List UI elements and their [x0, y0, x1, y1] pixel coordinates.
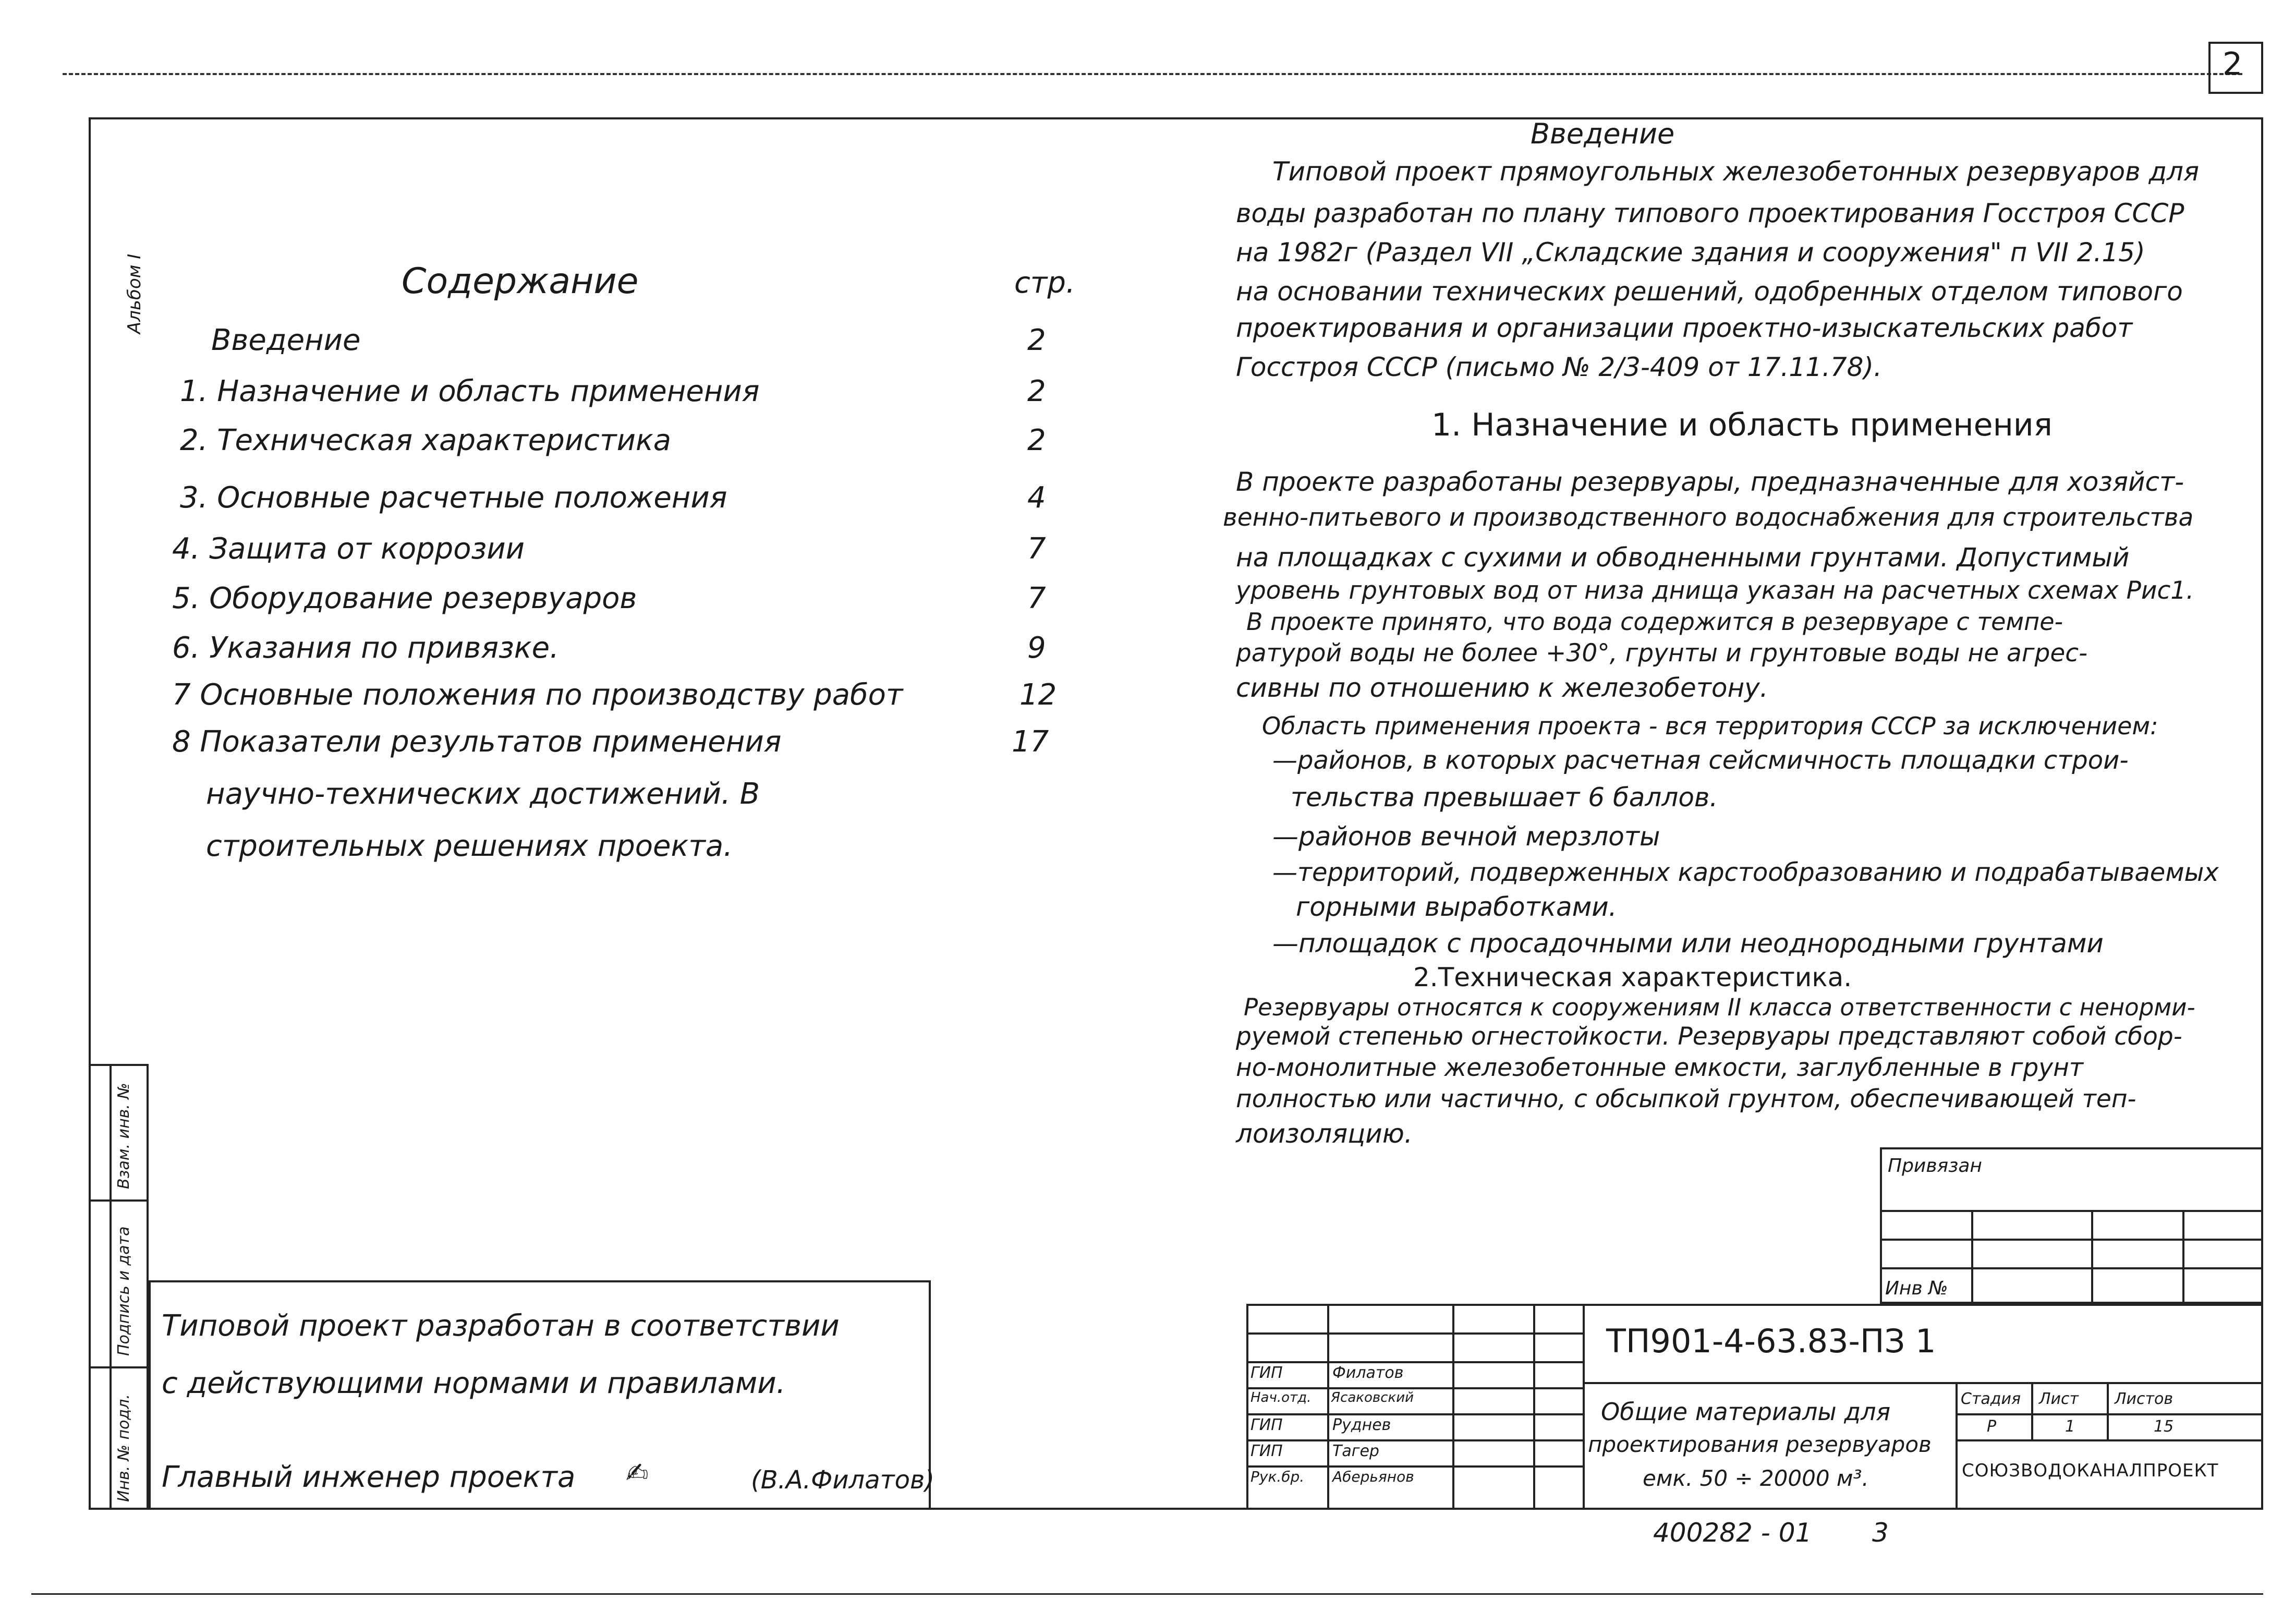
- tb-name: Тагер: [1332, 1442, 1379, 1460]
- intro-line: Типовой проект прямоугольных железобетонных резервуаров для: [1272, 156, 2200, 187]
- intro-line: Госстроя СССР (письмо № 2/3-409 от 17.11.78).: [1236, 352, 1882, 382]
- side-stamp-vdivider: [110, 1064, 112, 1510]
- bottom-archive-code: 400282 - 01: [1653, 1518, 1812, 1548]
- tb-top-row: [1246, 1332, 1583, 1335]
- tb-description-2: проектирования резервуаров: [1588, 1432, 1932, 1457]
- tb-col-name-right: [1452, 1304, 1454, 1510]
- signature-mark: ✍: [626, 1458, 649, 1489]
- tb-sheets-value: 15: [2154, 1417, 2174, 1436]
- section-2-heading: 2.Техническая характеристика.: [1413, 962, 1852, 992]
- privyazan-col-2: [2091, 1210, 2093, 1304]
- vzam-inv-label: Взам. инв. №: [115, 1083, 133, 1189]
- intro-line: на основании технических решений, одобренных отделом типового: [1236, 276, 2183, 307]
- privyazan-title: Привязан: [1888, 1155, 1982, 1177]
- privyazan-col-1: [1971, 1210, 1973, 1304]
- section-1-line: сивны по отношению к железобетону.: [1236, 673, 1768, 703]
- section-1-line: В проекте разработаны резервуары, предназначенные для хозяйст-: [1236, 467, 2184, 497]
- section-2-line: руемой степенью огнестойкости. Резервуары представляют собой сбор-: [1236, 1022, 2182, 1051]
- tb-col-date-right: [1583, 1304, 1585, 1510]
- tb-sheet-label: Лист: [2039, 1390, 2079, 1408]
- tb-row-1: [1246, 1361, 1583, 1363]
- tb-description-1: Общие материалы для: [1601, 1398, 1891, 1426]
- toc-item: 4. Защита от коррозии: [172, 532, 525, 566]
- section-1-line: В проекте принято, что вода содержится в резервуаре с темпе-: [1246, 608, 2063, 636]
- tb-stage-col-left: [1956, 1382, 1958, 1510]
- tb-row-2: [1246, 1387, 1583, 1389]
- toc-item-continuation: строительных решениях проекта.: [206, 829, 733, 863]
- section-1-line: горными выработками.: [1296, 892, 1617, 922]
- intro-line: проектирования и организации проектно-изыскательских работ: [1236, 313, 2133, 343]
- section-1-line: —районов вечной мерзлоты: [1272, 821, 1660, 852]
- tb-sheets-label: Листов: [2115, 1390, 2173, 1408]
- tb-stage-row-2: [1956, 1439, 2263, 1441]
- section-1-line: Область применения проекта - вся территория СССР за исключением:: [1262, 712, 2158, 740]
- toc-item: 1. Назначение и область применения: [180, 374, 760, 408]
- top-trim-line: [63, 73, 2242, 75]
- section-1-line: —площадок с просадочными или неоднородными грунтами: [1272, 928, 2104, 959]
- section-1-line: тельства превышает 6 баллов.: [1291, 782, 1718, 813]
- contents-page-column-header: стр.: [1014, 266, 1075, 300]
- toc-item: 7 Основные положения по производству работ: [172, 678, 903, 712]
- tb-stage-col-3: [2107, 1382, 2109, 1439]
- privyazan-col-3: [2182, 1210, 2184, 1304]
- section-2-line: лоизоляцию.: [1236, 1119, 1413, 1149]
- privyazan-row-1: [1880, 1210, 2263, 1212]
- toc-page: 7: [1027, 581, 1046, 615]
- section-1-heading: 1. Назначение и область применения: [1431, 407, 2053, 443]
- tb-role: ГИП: [1250, 1416, 1283, 1434]
- compliance-line-1: Типовой проект разработан в соответствии: [162, 1309, 840, 1343]
- side-stamp-divider-2: [89, 1366, 149, 1368]
- tb-role: ГИП: [1250, 1364, 1283, 1382]
- tb-name: Филатов: [1332, 1364, 1404, 1382]
- inv-podl-label: Инв. № подл.: [115, 1394, 133, 1502]
- tb-stage-row-1: [1956, 1413, 2263, 1415]
- side-stamp-divider-1: [89, 1199, 149, 1202]
- toc-page: 2: [1027, 374, 1046, 408]
- intro-line: воды разработан по плану типового проектирования Госстроя СССР: [1236, 198, 2184, 228]
- document-code: ТП901-4-63.83-ПЗ 1: [1606, 1322, 1936, 1360]
- tb-role: ГИП: [1250, 1442, 1283, 1460]
- toc-page: 2: [1027, 423, 1046, 457]
- contents-title: Содержание: [402, 261, 639, 302]
- intro-heading: Введение: [1531, 117, 1675, 150]
- privyazan-row-3: [1880, 1267, 2263, 1269]
- bottom-archive-sheet: 3: [1872, 1518, 1889, 1548]
- toc-item: 8 Показатели результатов применения: [172, 725, 782, 759]
- toc-page: 2: [1027, 323, 1046, 357]
- tb-row-3: [1246, 1413, 1583, 1415]
- tb-organization: СОЮЗВОДОКАНАЛПРОЕКТ: [1962, 1460, 2219, 1481]
- toc-page: 4: [1027, 481, 1046, 515]
- tb-stage-col-2: [2031, 1382, 2033, 1439]
- tb-role: Нач.отд.: [1250, 1390, 1312, 1405]
- tb-code-divider: [1583, 1382, 2263, 1384]
- section-1-line: —районов, в которых расчетная сейсмичность площадки строи-: [1272, 746, 2129, 775]
- toc-item: Введение: [211, 323, 361, 357]
- toc-page: 17: [1012, 725, 1049, 759]
- section-1-line: ратурой воды не более +30°, грунты и грунтовые воды не агрес-: [1236, 639, 2088, 668]
- section-1-line: венно-питьевого и производственного водоснабжения для строительства: [1223, 503, 2194, 532]
- sheet-number: 2: [2223, 46, 2243, 82]
- toc-page: 9: [1027, 631, 1046, 665]
- tb-name: Ясаковский: [1331, 1390, 1414, 1405]
- tb-stage-label: Стадия: [1961, 1390, 2021, 1408]
- section-2-line: Резервуары относятся к сооружениям II класса ответственности с ненорми-: [1244, 993, 2195, 1021]
- podpis-data-label: Подпись и дата: [115, 1226, 133, 1356]
- tb-sheet-value: 1: [2065, 1417, 2075, 1436]
- chief-engineer-name: (В.А.Филатов): [751, 1465, 934, 1495]
- intro-line: на 1982г (Раздел VII „Складские здания и сооружения" п VII 2.15): [1236, 237, 2145, 268]
- section-1-line: уровень грунтовых вод от низа днища указан на расчетных схемах Рис1.: [1236, 576, 2194, 605]
- section-1-line: на площадках с сухими и обводненными грунтами. Допустимый: [1236, 542, 2130, 573]
- toc-item: 6. Указания по привязке.: [172, 631, 559, 665]
- tb-stage-value: Р: [1987, 1417, 1997, 1436]
- toc-item: 3. Основные расчетные положения: [180, 481, 727, 515]
- privyazan-inv-label: Инв №: [1885, 1278, 1948, 1299]
- album-label: Альбом I: [124, 253, 145, 334]
- toc-item-continuation: научно-технических достижений. В: [206, 777, 760, 811]
- toc-item: 2. Техническая характеристика: [180, 423, 672, 457]
- toc-page: 12: [1019, 678, 1057, 712]
- tb-name: Аберьянов: [1332, 1468, 1414, 1485]
- tb-col-role-right: [1327, 1304, 1329, 1510]
- section-2-line: но-монолитные железобетонные емкости, заглубленные в грунт: [1236, 1053, 2084, 1082]
- section-2-line: полностью или частично, с обсыпкой грунтом, обеспечивающей теп-: [1236, 1085, 2136, 1113]
- tb-col-sign-right: [1533, 1304, 1535, 1510]
- section-1-line: —территорий, подверженных карстообразованию и подрабатываемых: [1272, 858, 2219, 887]
- privyazan-row-2: [1880, 1239, 2263, 1241]
- toc-page: 7: [1027, 532, 1046, 566]
- toc-item: 5. Оборудование резервуаров: [172, 581, 637, 615]
- compliance-line-2: с действующими нормами и правилами.: [162, 1366, 786, 1400]
- tb-description-3: емк. 50 ÷ 20000 м³.: [1643, 1465, 1869, 1491]
- bottom-trim-line: [31, 1593, 2263, 1595]
- tb-name: Руднев: [1332, 1416, 1391, 1434]
- tb-role: Рук.бр.: [1250, 1468, 1305, 1485]
- tb-row-5: [1246, 1465, 1583, 1468]
- chief-engineer-label: Главный инженер проекта: [162, 1460, 576, 1494]
- tb-row-4: [1246, 1439, 1583, 1441]
